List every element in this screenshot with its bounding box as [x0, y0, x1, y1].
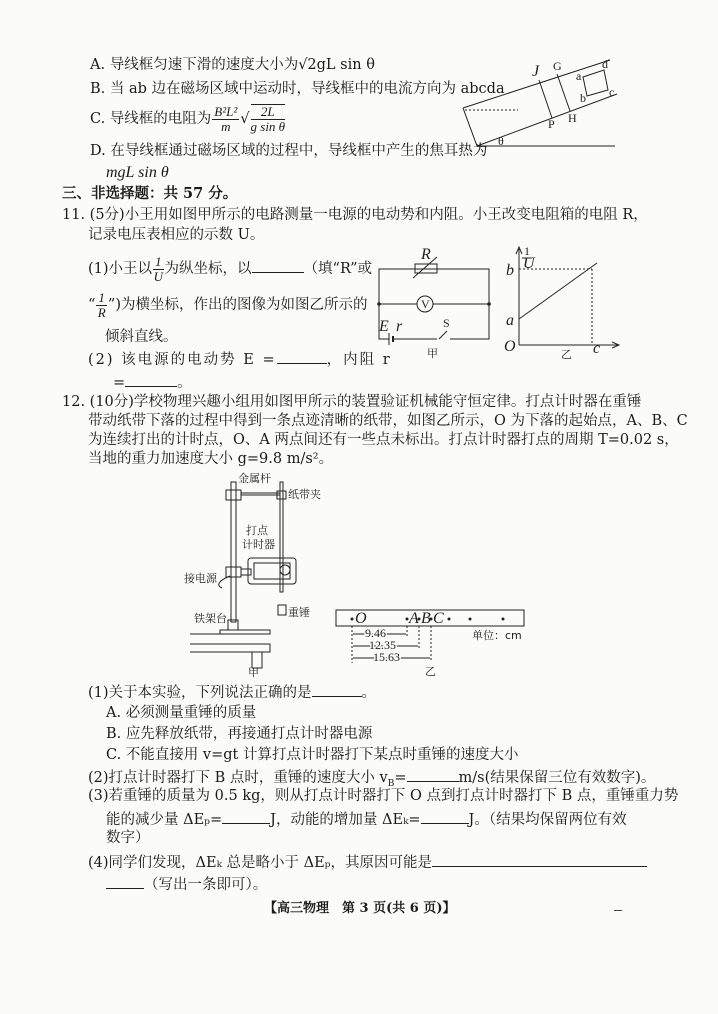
subscript: B [387, 778, 395, 789]
wire-frame [583, 70, 608, 96]
figure-caption: 乙 [425, 665, 436, 678]
q11-stem: 11. (5分)小王用如图甲所示的电路测量一电源的电动势和内阻。小王改变电阻箱的电阻 R， [62, 207, 648, 223]
velocity-blank[interactable] [407, 767, 459, 782]
option-c: C. 导线框的电阻为 $\frac{\text{B²L²}}{m}$ √ $\frac{2L}{\text{g sin θ}}$ [90, 103, 286, 134]
label-s: S [443, 316, 450, 330]
label-v: V [421, 297, 430, 311]
text: (1)关于本实验，下列说法正确的是 [88, 685, 312, 701]
option-d-cont: mgL sin θ [106, 164, 169, 181]
fraction-denominator: U [153, 268, 163, 284]
text: 。 [177, 375, 192, 391]
text: (2)打点计时器打下 B 点时，重锤的速度大小 v [88, 770, 388, 786]
fraction-denominator: g sin θ [250, 119, 286, 134]
q11-part2 [88, 349, 392, 369]
origin-label: O [504, 338, 516, 355]
fraction-1-over-u [153, 255, 164, 284]
fraction-denominator: m [221, 118, 231, 134]
text: 能的减少量 ΔEₚ= [106, 812, 223, 828]
internal-resistance-blank[interactable] [125, 372, 177, 387]
q12-stem-4: 当地的重力加速度大小 g=9.8 m/s²。 [88, 451, 334, 467]
text: J，动能的增加量 ΔEₖ= [270, 812, 421, 828]
distance-oc: 15.63 [373, 650, 400, 664]
text: J。（结果均保留两位有效 [468, 812, 627, 828]
text: (4)同学们发现，ΔEₖ 总是略小于 ΔEₚ，其原因可能是 [88, 855, 432, 871]
unit-label: 单位：cm [472, 629, 522, 642]
q11-stem-2: 记录电压表相应的示数 U。 [88, 227, 265, 243]
fraction-numerator: B²L² [214, 103, 238, 119]
q12-part3-cont [106, 809, 627, 829]
label-g: G [553, 59, 562, 73]
point-a: A [409, 610, 419, 627]
point-b: B [421, 610, 431, 627]
label-a: a [576, 69, 582, 83]
label-b: b [580, 91, 586, 105]
answer-blank[interactable] [312, 682, 362, 697]
text: (1)小王以 [88, 261, 153, 277]
q11-part2-cont [113, 372, 192, 392]
circuit-diagram [375, 245, 495, 360]
resistance-fraction [212, 105, 239, 134]
q11-part1-cont [88, 290, 368, 320]
text: (2) 该电源的电动势 E = [88, 352, 277, 368]
text: 为纵坐标，以 [164, 261, 252, 277]
point-c: C [433, 610, 444, 627]
apparatus-diagram [184, 470, 340, 680]
text: = [113, 375, 126, 391]
figure-caption: 乙 [561, 348, 572, 361]
weight-icon [278, 605, 286, 615]
q12-stem-1: 12. (10分)学校物理兴趣小组用如图甲所示的装置验证机械能守恒定律。打点计时器在重锤 [62, 394, 642, 410]
text: （填“R”或 [303, 261, 372, 277]
label-tape-clip: 纸带夹 [288, 488, 321, 501]
label-b: b [506, 262, 514, 279]
q12-part4 [88, 852, 647, 872]
q12-option-b: B. 应先释放纸带，再接通打点计时器电源 [106, 726, 373, 742]
graph-1-over-u [500, 245, 630, 360]
label-weight: 重锤 [288, 606, 310, 619]
q12-stem-3: 为连续打出的计时点，O、A 两点间还有一些点未标出。打点计时器打点的周期 T=0.02 s， [88, 432, 679, 448]
kinetic-energy-blank[interactable] [421, 809, 469, 824]
q12-part3-end: 数字） [106, 830, 150, 846]
label-r-internal: r [396, 318, 403, 335]
paper-tape-diagram [335, 605, 535, 680]
y-axis-numerator: 1 [524, 244, 530, 258]
reason-blank[interactable] [432, 852, 647, 867]
text: = [394, 770, 407, 786]
text: 。 [361, 685, 377, 701]
incline-figure [460, 50, 680, 160]
fraction-numerator: 1 [155, 253, 162, 269]
option-d: D. 在导线框通过磁场区域的过程中，导线框中产生的焦耳热为 [90, 143, 488, 159]
q12-part4-cont [106, 874, 267, 894]
label-d: d [602, 57, 608, 71]
point-o: O [355, 610, 367, 627]
distance-ob: 12.35 [369, 638, 396, 652]
answer-blank[interactable] [252, 258, 304, 273]
timer-box [248, 558, 296, 584]
svg-text:J: J [532, 63, 540, 80]
page-footer: 【高三物理 第 3 页(共 6 页)】 [264, 901, 456, 916]
label-r-box: R [421, 246, 431, 263]
q11-part1 [88, 254, 372, 284]
label-p: P [548, 117, 555, 131]
figure-caption: 甲 [427, 347, 438, 360]
q12-option-a: A. 必须测量重锤的质量 [106, 705, 257, 721]
fraction-1-over-r [96, 291, 107, 320]
label-power: 接电源 [184, 572, 217, 585]
text: ”)为横坐标，作出的图像为如图乙所示的 [107, 297, 368, 313]
distance-oa: 9.46 [365, 626, 386, 640]
q12-option-c: C. 不能直接用 v=gt 计算打点计时器打下某点时重锤的速度大小 [106, 747, 519, 763]
root-fraction [251, 104, 286, 134]
potential-energy-blank[interactable] [222, 809, 270, 824]
label-a: a [506, 312, 514, 329]
corner-mark [614, 910, 622, 911]
figure-caption: 甲 [248, 666, 259, 679]
fraction-numerator: 1 [98, 289, 105, 305]
label-metal-rod: 金属杆 [238, 472, 271, 485]
text: ，内阻 r [326, 352, 392, 368]
label-c: c [593, 340, 601, 357]
text: （写出一条即可）。 [144, 877, 268, 893]
text: “ [88, 297, 96, 313]
option-c-text: C. 导线框的电阻为 [90, 111, 212, 127]
reason-blank-cont[interactable] [106, 874, 144, 889]
option-b: B. 当 ab 边在磁场区域中运动时，导线框中的电流方向为 abcda [90, 81, 505, 97]
q12-part1 [88, 682, 376, 702]
label-e: E [379, 318, 389, 335]
label-timer-1: 打点 [246, 524, 268, 537]
fraction-denominator: R [97, 304, 106, 320]
fraction-numerator: 2L [251, 105, 286, 120]
label-iron-stand: 铁架台 [194, 612, 227, 625]
label-theta: θ [498, 134, 504, 148]
text: m/s(结果保留三位有效数字)。 [458, 770, 656, 786]
label-timer-2: 计时器 [242, 538, 275, 551]
q12-part3: (3)若重锤的质量为 0.5 kg，则从打点计时器打下 O 点到打点计时器打下 B 点，重锤重力势 [88, 788, 679, 804]
emf-blank[interactable] [277, 349, 327, 364]
section-heading: 三、非选择题：共 57 分。 [62, 185, 238, 202]
label-c: c [609, 85, 615, 99]
label-h: H [568, 111, 577, 125]
option-a: A. 导线框匀速下滑的速度大小为√2gL sin θ [90, 57, 375, 73]
y-axis-denominator: U [523, 255, 535, 272]
q11-part1-end: 倾斜直线。 [105, 329, 178, 345]
q12-stem-2: 带动纸带下落的过程中得到一条点迹清晰的纸带，如图乙所示，O 为下落的起始点，A、B、C [88, 413, 688, 429]
